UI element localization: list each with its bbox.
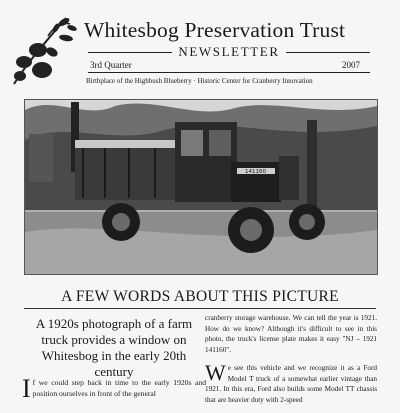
left-paragraph: f we could step back in time to the early 1920s and position ourselves in front of the general — [32, 378, 206, 398]
right-paragraph-2-wrap — [205, 360, 377, 405]
blueberry-branch-logo — [8, 12, 78, 92]
license-plate: 141160 — [245, 169, 266, 175]
headline-rule — [24, 308, 376, 309]
right-paragraph-2: e see this vehicle and we recognize it as a Ford Model T truck of a somewhat earlier vintage than 1921. In this era, Ford also builds some Model TT chassis that are heavier duty with 2-speed — [205, 364, 377, 404]
masthead-rule — [88, 72, 370, 73]
article-body-left — [22, 374, 206, 403]
article-body-right — [205, 313, 377, 413]
vintage-truck-photo — [24, 99, 378, 275]
tagline: Birthplace of the Highbush Blueberry · Historic Center for Cranberry Innovation — [86, 77, 313, 85]
newsletter-title: Whitesbog Preservation Trust — [84, 18, 346, 42]
issue-year: 2007 — [342, 60, 360, 70]
pull-quote: A 1920s photograph of a farm truck provides a window on Whitesbog in the early 20th century — [35, 316, 193, 379]
newsletter-banner — [88, 44, 370, 60]
article-headline: A FEW WORDS ABOUT THIS PICTURE — [61, 288, 339, 305]
issue-quarter: 3rd Quarter — [90, 60, 132, 70]
drop-cap-2: W — [205, 360, 226, 385]
banner-rule-right — [286, 52, 370, 53]
drop-cap: I — [22, 374, 31, 403]
right-paragraph-1: cranberry storage warehouse. We can tell the year is 1921. How do we know? Although it's difficult to see in this photo, the truck's license plate makes it easy "NJ – 1921 141160". — [205, 314, 377, 354]
newsletter-label: NEWSLETTER — [178, 44, 280, 59]
